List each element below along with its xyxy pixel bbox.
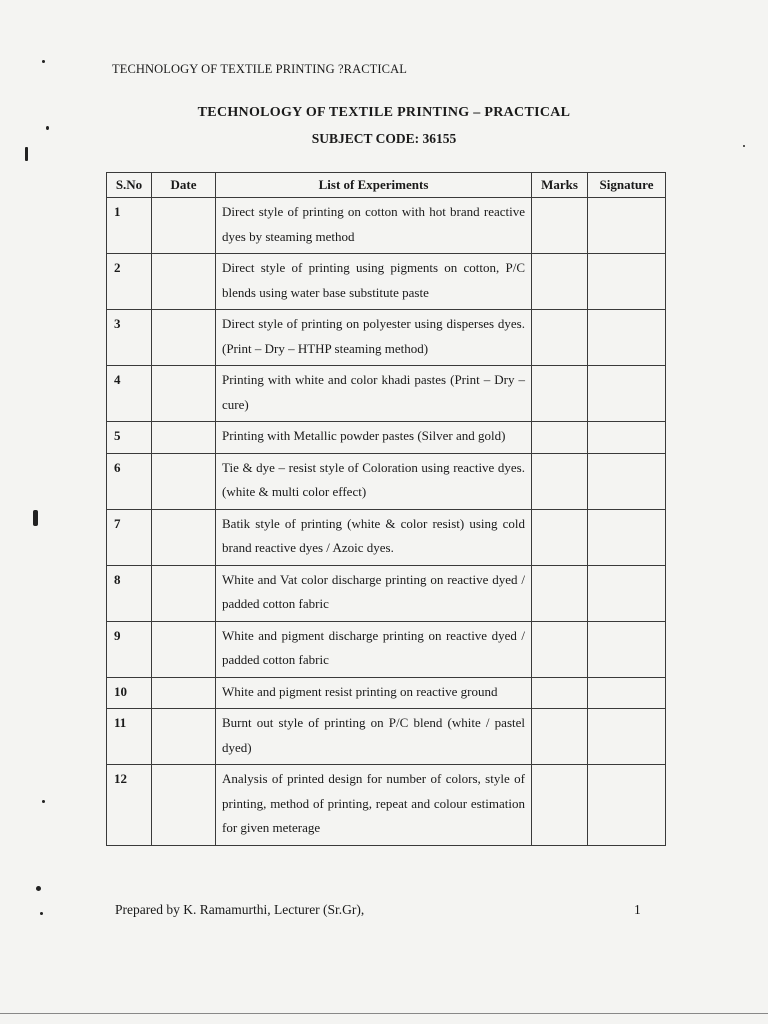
cell-sno: 5 [107, 422, 152, 454]
cell-experiment: White and pigment resist printing on reactive ground [216, 677, 532, 709]
cell-experiment: Tie & dye – resist style of Coloration using reactive dyes. (white & multi color effect) [216, 453, 532, 509]
cell-signature [588, 765, 666, 846]
cell-experiment: Printing with white and color khadi pastes (Print – Dry – cure) [216, 366, 532, 422]
cell-date [152, 677, 216, 709]
subject-code: SUBJECT CODE: 36155 [311, 131, 457, 146]
cell-sno: 7 [107, 509, 152, 565]
column-header-signature: Signature [588, 173, 666, 198]
cell-marks [532, 509, 588, 565]
column-header-experiments: List of Experiments [216, 173, 532, 198]
cell-marks [532, 453, 588, 509]
cell-signature [588, 709, 666, 765]
column-header-date: Date [152, 173, 216, 198]
scan-speck [42, 800, 45, 803]
cell-marks [532, 366, 588, 422]
cell-marks [532, 254, 588, 310]
cell-date [152, 621, 216, 677]
scan-speck [33, 510, 38, 526]
cell-sno: 4 [107, 366, 152, 422]
cell-experiment: Analysis of printed design for number of colors, style of printing, method of printing, repeat and colour estimation for given meterage [216, 765, 532, 846]
bottom-edge-line [0, 1013, 768, 1014]
cell-sno: 9 [107, 621, 152, 677]
scan-speck [25, 147, 28, 161]
cell-date [152, 509, 216, 565]
cell-marks [532, 677, 588, 709]
cell-signature [588, 366, 666, 422]
table-row [107, 453, 666, 509]
cell-marks [532, 765, 588, 846]
cell-date [152, 765, 216, 846]
cell-experiment: White and Vat color discharge printing on reactive dyed / padded cotton fabric [216, 565, 532, 621]
cell-sno: 12 [107, 765, 152, 846]
cell-sno: 2 [107, 254, 152, 310]
cell-signature [588, 677, 666, 709]
cell-experiment: Direct style of printing using pigments on cotton, P/C blends using water base substitute paste [216, 254, 532, 310]
cell-experiment: Burnt out style of printing on P/C blend (white / pastel dyed) [216, 709, 532, 765]
cell-sno: 10 [107, 677, 152, 709]
cell-signature [588, 310, 666, 366]
cell-date [152, 310, 216, 366]
cell-marks [532, 565, 588, 621]
scan-speck [743, 145, 745, 147]
cell-experiment: Direct style of printing on polyester using disperses dyes. (Print – Dry – HTHP steaming method) [216, 310, 532, 366]
cell-date [152, 366, 216, 422]
table-row [107, 765, 666, 846]
cell-date [152, 565, 216, 621]
cell-marks [532, 422, 588, 454]
column-header-sno: S.No [107, 173, 152, 198]
cell-sno: 6 [107, 453, 152, 509]
cell-signature [588, 509, 666, 565]
cell-sno: 1 [107, 198, 152, 254]
scan-speck [40, 912, 43, 915]
cell-experiment: Direct style of printing on cotton with hot brand reactive dyes by steaming method [216, 198, 532, 254]
cell-signature [588, 565, 666, 621]
table-row [107, 621, 666, 677]
scan-speck [46, 126, 49, 130]
table-row [107, 565, 666, 621]
cell-experiment: Batik style of printing (white & color resist) using cold brand reactive dyes / Azoic dyes. [216, 509, 532, 565]
page-number: 1 [634, 902, 641, 917]
table-row [107, 198, 666, 254]
table-row [107, 677, 666, 709]
page-title: TECHNOLOGY OF TEXTILE PRINTING – PRACTICAL [197, 105, 571, 120]
cell-signature [588, 453, 666, 509]
cell-sno: 8 [107, 565, 152, 621]
table-row [107, 422, 666, 454]
table-row [107, 310, 666, 366]
scan-speck [42, 60, 45, 63]
cell-date [152, 198, 216, 254]
cell-experiment: White and pigment discharge printing on reactive dyed / padded cotton fabric [216, 621, 532, 677]
cell-marks [532, 621, 588, 677]
cell-date [152, 422, 216, 454]
cell-signature [588, 254, 666, 310]
table-row [107, 709, 666, 765]
table-row [107, 509, 666, 565]
running-head: TECHNOLOGY OF TEXTILE PRINTING ?RACTICAL [112, 62, 407, 76]
cell-sno: 11 [107, 709, 152, 765]
table-row [107, 366, 666, 422]
cell-signature [588, 198, 666, 254]
cell-signature [588, 422, 666, 454]
column-header-marks: Marks [532, 173, 588, 198]
cell-marks [532, 198, 588, 254]
cell-marks [532, 310, 588, 366]
experiments-table [106, 172, 666, 846]
cell-date [152, 453, 216, 509]
scan-speck [36, 886, 41, 891]
cell-date [152, 254, 216, 310]
table-header-row [107, 173, 666, 198]
cell-date [152, 709, 216, 765]
prepared-by: Prepared by K. Ramamurthi, Lecturer (Sr.Gr), [115, 902, 365, 917]
cell-sno: 3 [107, 310, 152, 366]
cell-experiment: Printing with Metallic powder pastes (Silver and gold) [216, 422, 532, 454]
cell-signature [588, 621, 666, 677]
table-row [107, 254, 666, 310]
cell-marks [532, 709, 588, 765]
